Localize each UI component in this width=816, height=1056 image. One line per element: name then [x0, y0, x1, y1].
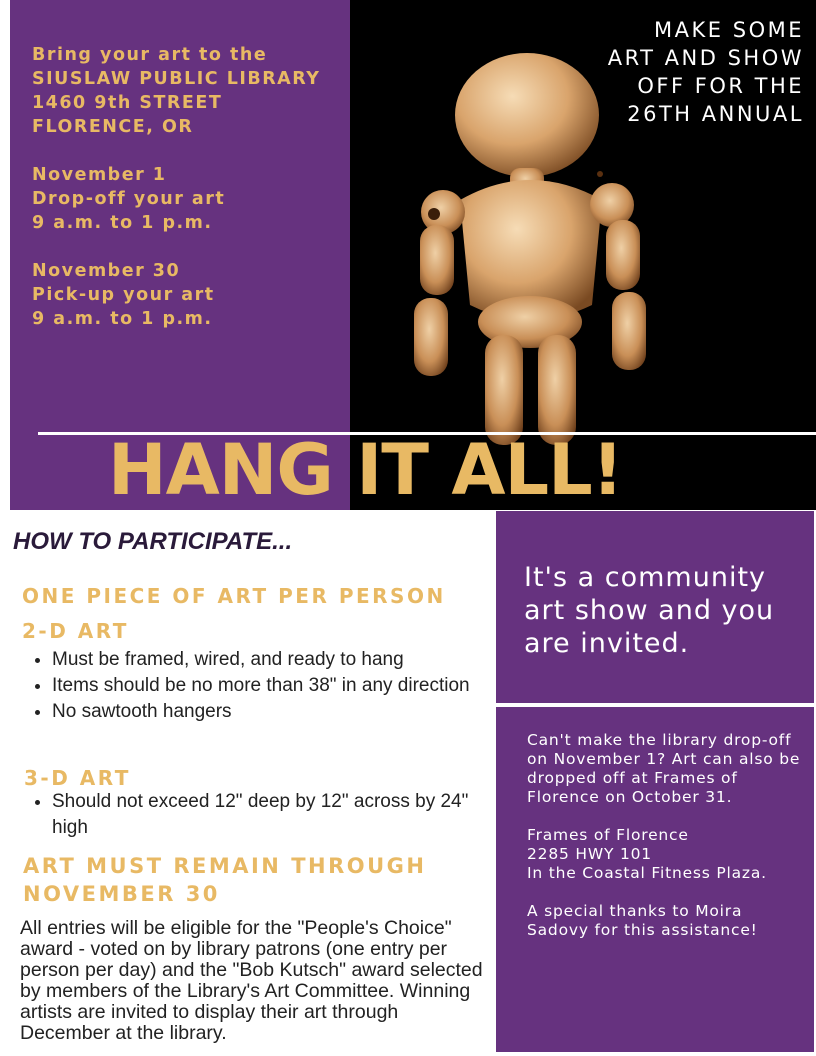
remain-notice — [23, 852, 426, 908]
dropoff-label: Drop-off your art — [32, 189, 226, 209]
alternate-dropoff-text — [527, 731, 807, 959]
venue-line: SIUSLAW PUBLIC LIBRARY — [32, 69, 321, 89]
pickup-label: Pick-up your art — [32, 285, 215, 305]
remain-line: ART MUST REMAIN THROUGH — [23, 854, 427, 878]
venue-line: Bring your art to the — [32, 45, 268, 65]
venue-block — [32, 43, 320, 139]
alternate-paragraph: Can't make the library drop-off on November 1? Art can also be dropped off at Frames of Florence on October 31. — [527, 731, 801, 806]
dropoff-time: 9 a.m. to 1 p.m. — [32, 213, 213, 233]
3d-art-heading: 3-D ART — [24, 766, 131, 790]
pickup-date: November 30 — [32, 261, 181, 281]
dropoff-block — [32, 163, 225, 235]
intro-line: 26TH ANNUAL — [627, 102, 804, 126]
2d-art-heading: 2-D ART — [22, 619, 129, 643]
thanks-note: A special thanks to Moira Sadovy for this assistance! — [527, 902, 758, 939]
list-item: • Items should be no more than 38" in any direction — [52, 673, 480, 699]
list-item: • Must be framed, wired, and ready to hang — [52, 647, 480, 673]
pickup-block — [32, 259, 215, 331]
intro-line: MAKE SOME — [654, 18, 804, 42]
venue-line: FLORENCE, OR — [32, 117, 194, 137]
address-line: In the Coastal Fitness Plaza. — [527, 864, 767, 882]
intro-line: OFF FOR THE — [637, 74, 804, 98]
dropoff-date: November 1 — [32, 165, 167, 185]
main-title — [108, 428, 623, 512]
venue-line: 1460 9th STREET — [32, 93, 223, 113]
2d-art-requirements — [20, 647, 480, 725]
community-text: It's a community art show and you are invited. — [524, 562, 775, 659]
list-item: • Should not exceed 12" deep by 12" across by 24" high — [52, 789, 480, 841]
frames-address — [527, 826, 807, 883]
list-item: • No sawtooth hangers — [52, 699, 480, 725]
title-word-hang: HANG — [108, 429, 333, 511]
address-line: Frames of Florence — [527, 826, 689, 844]
3d-art-requirements — [20, 789, 480, 841]
awards-paragraph: All entries will be eligible for the "People's Choice" award - voted on by library patrons (one entry per person per day) and the "Bob Kutsch" award selected by members of the Library's Art Committee. Winning artists are invited to display their art through December at the library. — [20, 917, 483, 1044]
title-word-it-all: IT ALL! — [356, 429, 623, 511]
one-piece-rule: ONE PIECE OF ART PER PERSON — [22, 584, 446, 608]
participate-heading: HOW TO PARTICIPATE... — [13, 528, 293, 555]
address-line: 2285 HWY 101 — [527, 845, 652, 863]
pickup-time: 9 a.m. to 1 p.m. — [32, 309, 213, 329]
intro-tagline — [608, 16, 804, 128]
alternate-dropoff-box — [496, 707, 814, 1052]
remain-line: NOVEMBER 30 — [23, 882, 220, 906]
intro-line: ART AND SHOW — [607, 46, 804, 70]
community-callout — [496, 511, 814, 703]
